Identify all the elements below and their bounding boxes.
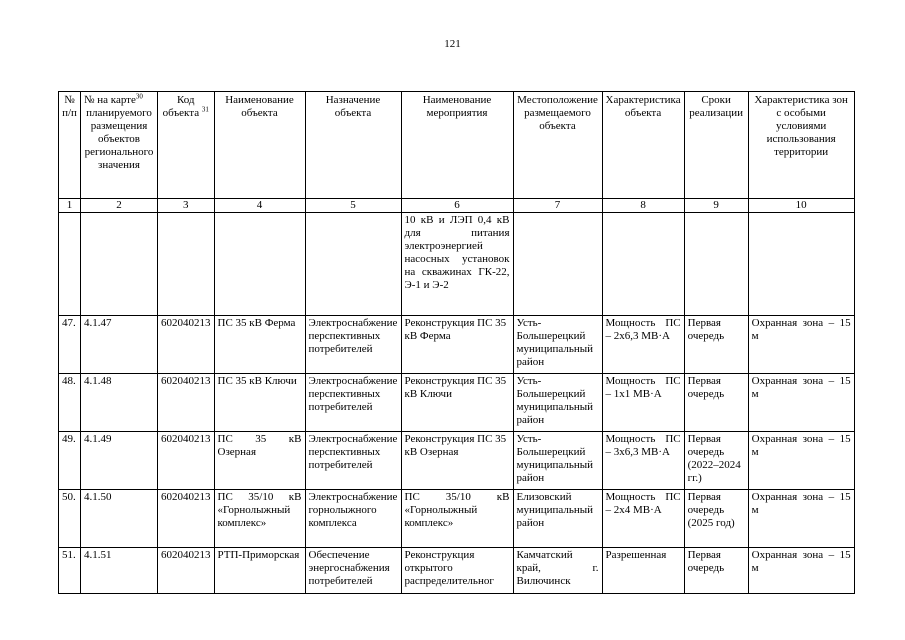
row-map-no: 4.1.48 (81, 374, 158, 432)
footnote-31: 31 (201, 105, 209, 114)
row-num: 51. (59, 548, 81, 594)
row-location: Усть-Большерецкий муниципальный район (513, 374, 602, 432)
row-purpose: Обеспечение энергоснабжения потребителей (305, 548, 401, 594)
column-number: 3 (158, 199, 215, 213)
header-characteristic: Характеристика объекта (602, 92, 684, 199)
row-zones: Охранная зона – 15 м (748, 548, 854, 594)
row-zones: Охранная зона – 15 м (748, 490, 854, 548)
row-measure: Реконструкция ПС 35 кВ Ферма (401, 316, 513, 374)
row-zones: Охранная зона – 15 м (748, 432, 854, 490)
row-num: 47. (59, 316, 81, 374)
row-code: 602040213 (158, 432, 215, 490)
row-purpose: Электроснабжение горнолыжного комплекса (305, 490, 401, 548)
continuation-row (59, 213, 855, 316)
row-location: Елизовский муниципальный район (513, 490, 602, 548)
row-map-no: 4.1.51 (81, 548, 158, 594)
row-num: 49. (59, 432, 81, 490)
row-terms: Первая очередь (2025 год) (684, 490, 748, 548)
header-name: Наименование объекта (214, 92, 305, 199)
table-row (59, 548, 855, 594)
row-name: ПС 35 кВ Ферма (214, 316, 305, 374)
column-number: 8 (602, 199, 684, 213)
column-number: 4 (214, 199, 305, 213)
row-purpose: Электроснабжение перспективных потребителей (305, 316, 401, 374)
table-row (59, 490, 855, 548)
row-code: 602040213 (158, 316, 215, 374)
row-name: ПС 35/10 кВ «Горнолыжный комплекс» (214, 490, 305, 548)
row-characteristic: Разрешенная (602, 548, 684, 594)
column-number: 9 (684, 199, 748, 213)
row-characteristic: Мощность ПС – 3х6,3 МВ·А (602, 432, 684, 490)
continuation-measure-cell: 10 кВ и ЛЭП 0,4 кВ для питания электроэнергией насосных установок на скважинах ГК-22, Э-1 и Э-2 (401, 213, 513, 316)
row-terms: Первая очередь (684, 374, 748, 432)
header-code (158, 92, 215, 199)
footnote-30: 30 (135, 92, 143, 101)
header-map-no (81, 92, 158, 199)
header-row (59, 92, 855, 199)
row-measure: Реконструкция ПС 35 кВ Ключи (401, 374, 513, 432)
header-zones: Характеристика зон с особыми условиями использования территории (748, 92, 854, 199)
column-number: 7 (513, 199, 602, 213)
row-code: 602040213 (158, 374, 215, 432)
row-purpose: Электроснабжение перспективных потребителей (305, 432, 401, 490)
header-purpose: Назначение объекта (305, 92, 401, 199)
row-map-no: 4.1.47 (81, 316, 158, 374)
row-characteristic: Мощность ПС – 2х6,3 МВ·А (602, 316, 684, 374)
row-measure: Реконструкция открытого распределительног (401, 548, 513, 594)
table-row (59, 374, 855, 432)
header-map-no-label: № на карте (84, 94, 136, 106)
row-purpose: Электроснабжение перспективных потребителей (305, 374, 401, 432)
column-number: 1 (59, 199, 81, 213)
row-location: Усть-Большерецкий муниципальный район (513, 316, 602, 374)
row-zones: Охранная зона – 15 м (748, 316, 854, 374)
row-name: ПС 35 кВ Озерная (214, 432, 305, 490)
row-map-no: 4.1.49 (81, 432, 158, 490)
row-measure: ПС 35/10 кВ «Горнолыжный комплекс» (401, 490, 513, 548)
header-measure: Наименование мероприятия (401, 92, 513, 199)
row-num: 48. (59, 374, 81, 432)
row-num: 50. (59, 490, 81, 548)
column-number: 10 (748, 199, 854, 213)
row-code: 602040213 (158, 490, 215, 548)
row-terms: Первая очередь (684, 316, 748, 374)
row-characteristic: Мощность ПС – 1х1 МВ·А (602, 374, 684, 432)
column-number: 6 (401, 199, 513, 213)
row-terms: Первая очередь (2022–2024 гг.) (684, 432, 748, 490)
row-characteristic: Мощность ПС – 2х4 МВ·А (602, 490, 684, 548)
header-location: Местоположение размещаемого объекта (513, 92, 602, 199)
row-location: Камчатский край, г. Вилючинск (513, 548, 602, 594)
row-code: 602040213 (158, 548, 215, 594)
row-name: РТП-Приморская (214, 548, 305, 594)
table-row (59, 316, 855, 374)
column-number: 5 (305, 199, 401, 213)
row-map-no: 4.1.50 (81, 490, 158, 548)
row-name: ПС 35 кВ Ключи (214, 374, 305, 432)
header-map-no-rest: планируемого размещения объектов регионального значения (84, 107, 154, 171)
table-row (59, 432, 855, 490)
header-code-label: Код объекта (162, 94, 200, 119)
objects-table (58, 91, 855, 594)
row-terms: Первая очередь (684, 548, 748, 594)
row-zones: Охранная зона – 15 м (748, 374, 854, 432)
header-num: № п/п (59, 92, 81, 199)
column-number-row (59, 199, 855, 213)
row-location: Усть-Большерецкий муниципальный район (513, 432, 602, 490)
row-measure: Реконструкция ПС 35 кВ Озерная (401, 432, 513, 490)
column-number: 2 (81, 199, 158, 213)
header-terms: Сроки реализации (684, 92, 748, 199)
page-number: 121 (444, 38, 461, 50)
